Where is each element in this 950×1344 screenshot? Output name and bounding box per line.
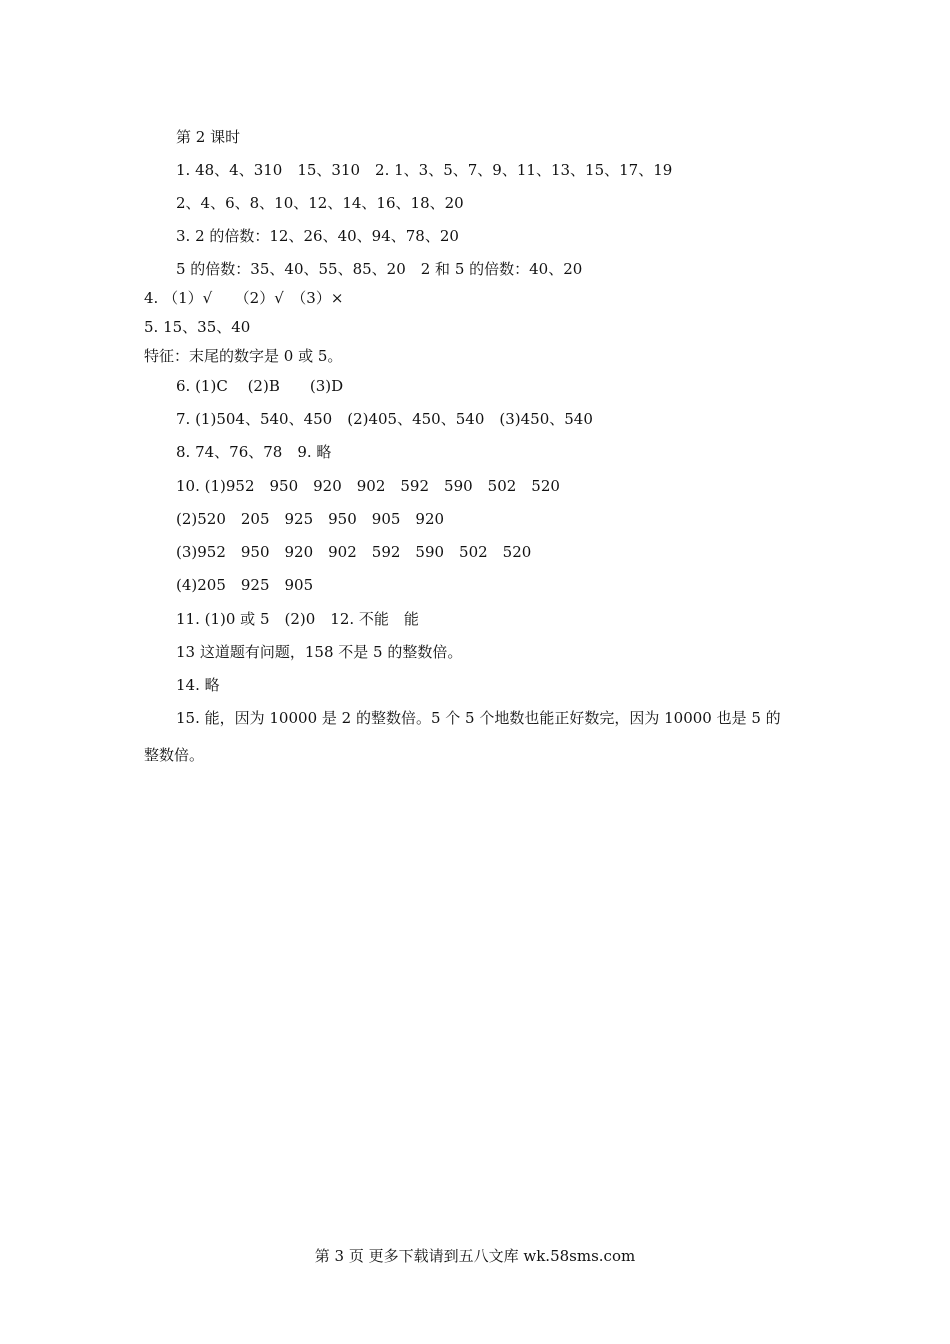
answer-line-7: 特征：末尾的数字是 0 或 5。 [144,347,343,365]
answer-line-9: 7. (1)504、540、450 (2)405、450、540 (3)450、540 [176,410,593,428]
answer-line-1: 1. 48、4、310 15、310 2. 1、3、5、7、9、11、13、15、17、19 [176,161,673,179]
answer-line-10: 8. 74、76、78 9. 略 [176,443,332,461]
answer-line-12: (2)520 205 925 950 905 920 [176,510,445,528]
answer-line-11: 10. (1)952 950 920 902 592 590 502 520 [176,477,560,495]
answer-line-16: 13 这道题有问题，158 不是 5 的整数倍。 [176,643,463,661]
lesson-title: 第 2 课时 [176,128,241,146]
answer-line-18: 15. 能，因为 10000 是 2 的整数倍。5 个 5 个地数也能正好数完，因为 10000 也是 5 的 [176,709,781,727]
answer-line-5: 4. （1）√ （2）√ （3）× [144,289,344,307]
answer-line-2: 2、4、6、8、10、12、14、16、18、20 [176,194,464,212]
answer-line-13: (3)952 950 920 902 592 590 502 520 [176,543,532,561]
answer-line-4: 5 的倍数：35、40、55、85、20 2 和 5 的倍数：40、20 [176,260,583,278]
answer-line-19: 整数倍。 [144,746,205,764]
answer-line-15: 11. (1)0 或 5 (2)0 12. 不能 能 [176,610,419,628]
answer-line-6: 5. 15、35、40 [144,318,251,336]
answer-line-8: 6. (1)C (2)B (3)D [176,377,344,395]
answer-line-14: (4)205 925 905 [176,576,314,594]
answer-line-17: 14. 略 [176,676,220,694]
answer-line-3: 3. 2 的倍数：12、26、40、94、78、20 [176,227,459,245]
page-footer: 第 3 页 更多下载请到五八文库 wk.58sms.com [314,1247,636,1265]
